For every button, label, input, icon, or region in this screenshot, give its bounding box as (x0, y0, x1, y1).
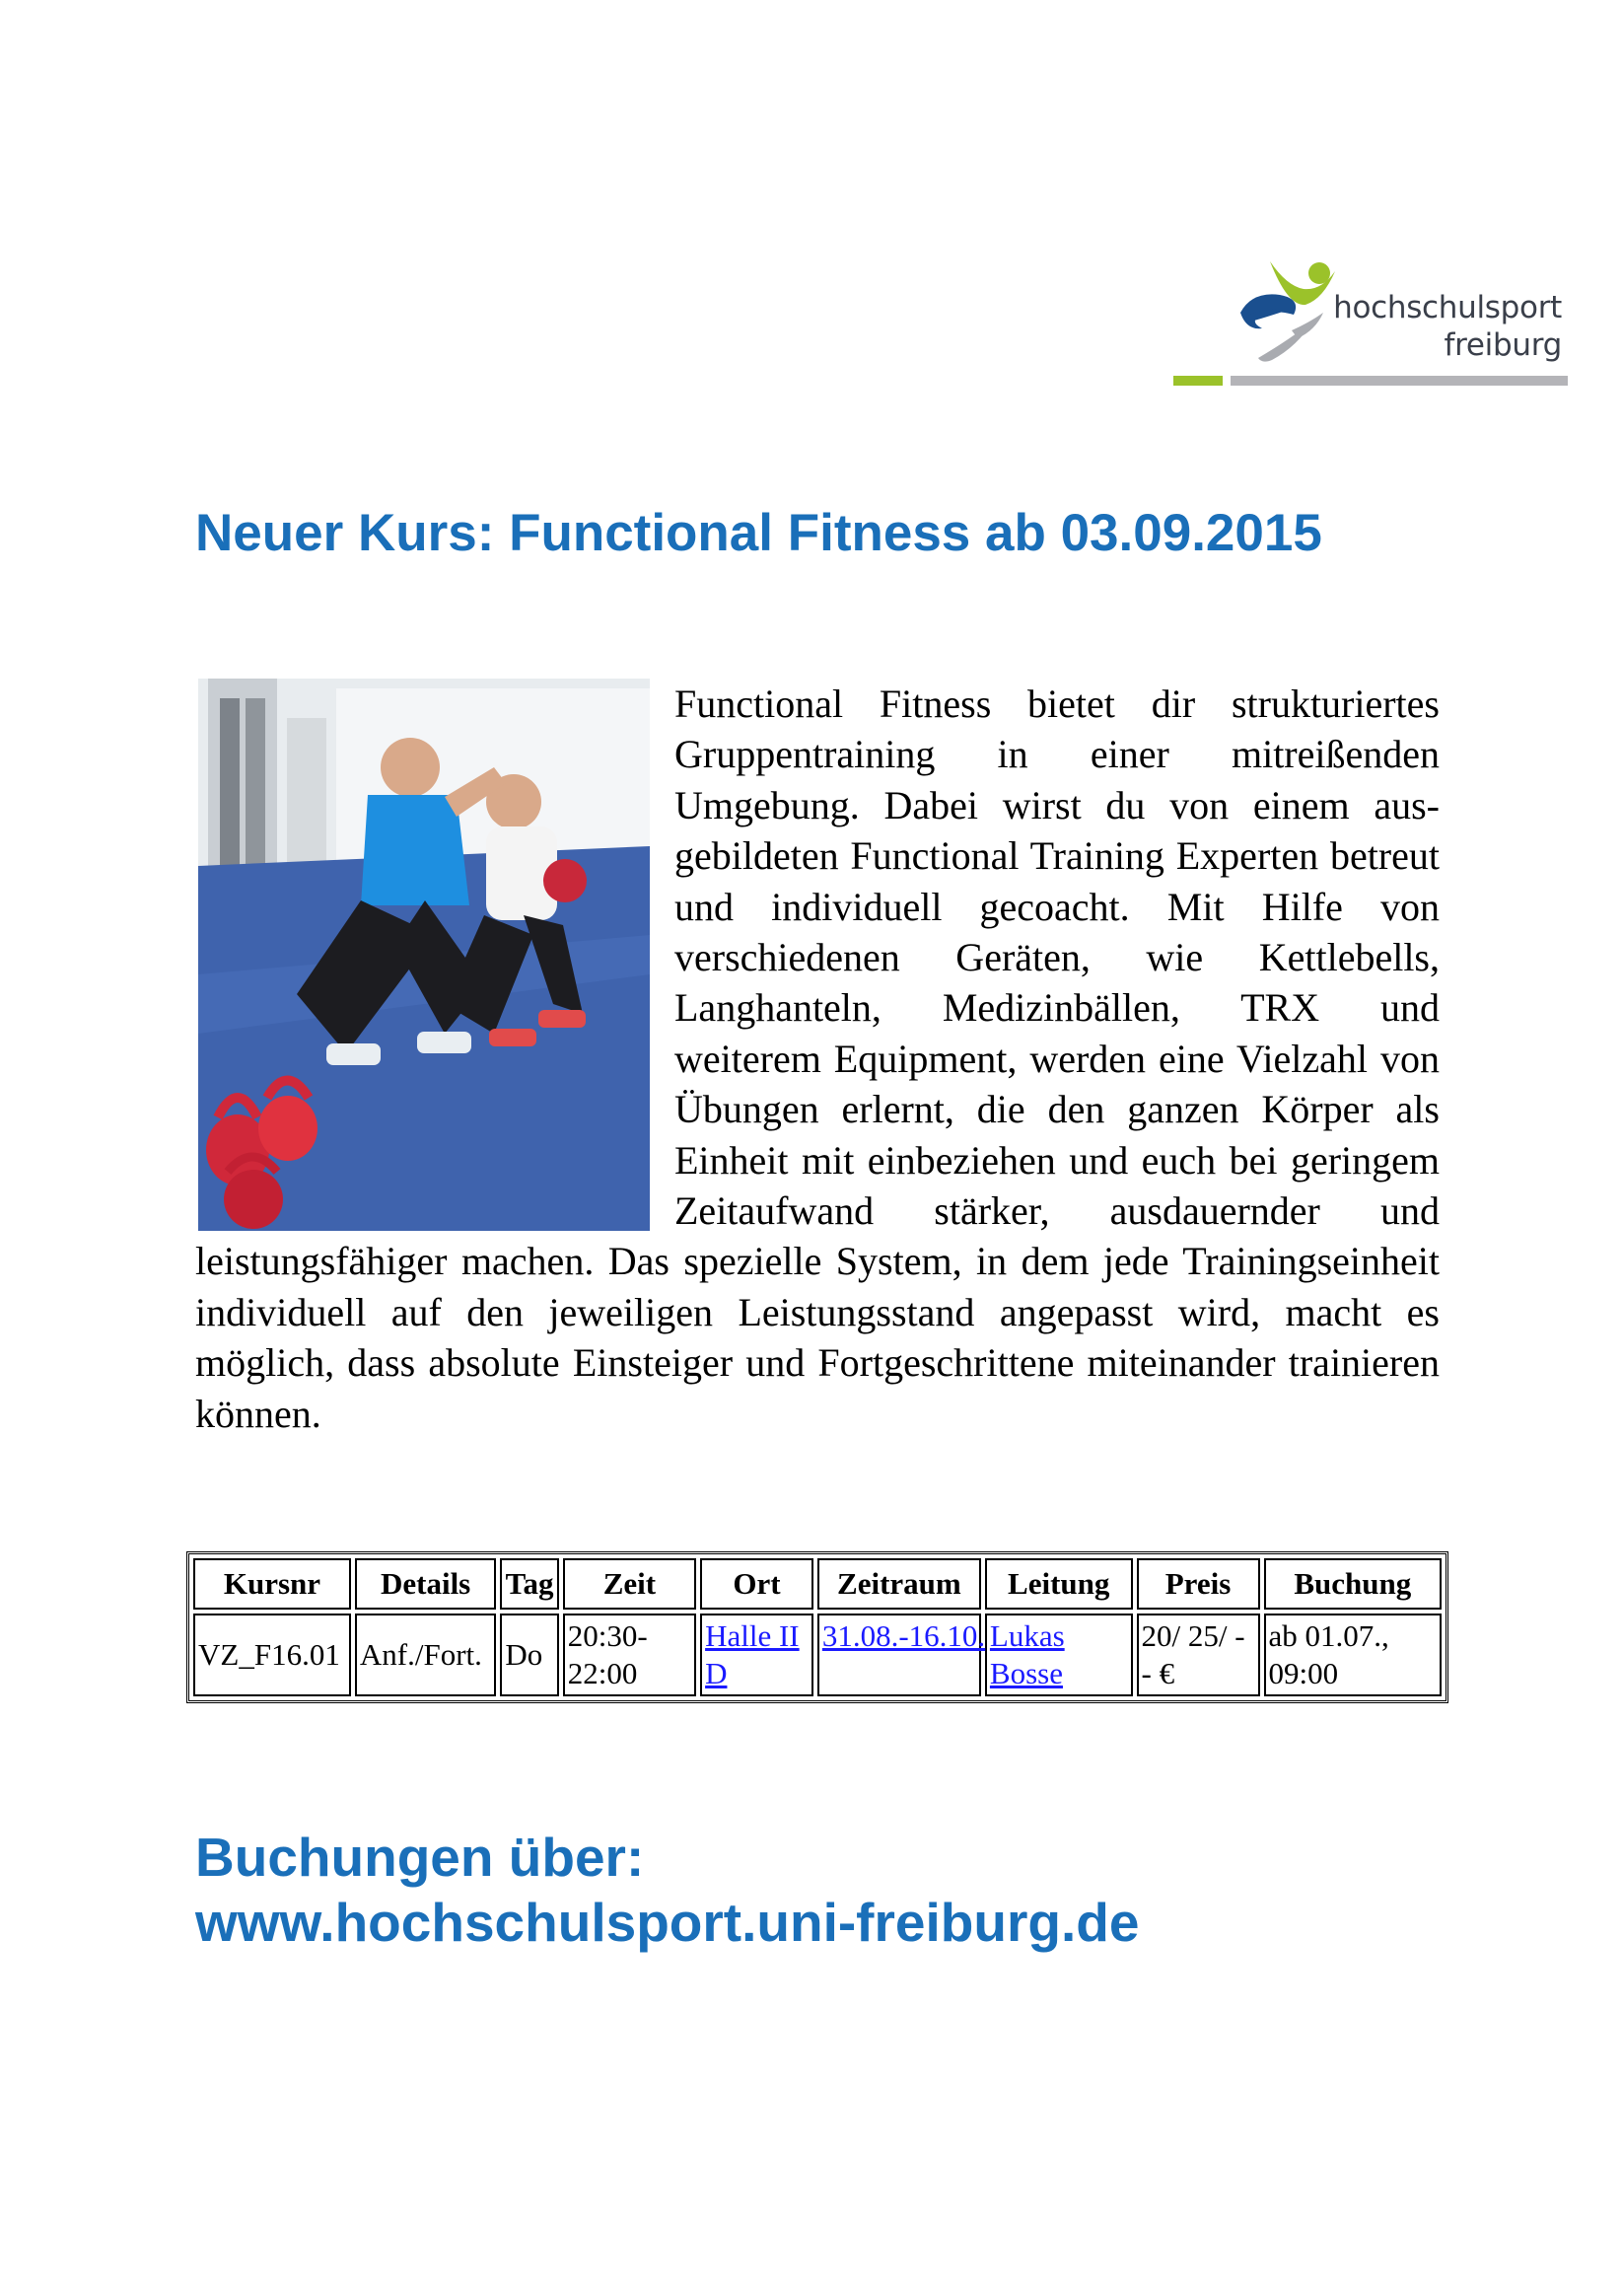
ort-link[interactable]: Halle II D (705, 1618, 800, 1690)
header-zeit: Zeit (563, 1558, 696, 1610)
table-row (193, 1614, 1442, 1696)
cell-kursnr: VZ_F16.01 (193, 1614, 351, 1696)
logo-line-2: freiburg (1444, 327, 1562, 363)
course-description-text: Functional Fitness bietet dir strukturiertes Gruppentraining in einer mitreißenden Umgebung. Dabei wirst du von einem ausgebildeten Functional Training Experten betreut und individuell gecoacht. Mit Hilfe von verschiedenen Geräten, wie Kettlebells, Langhanteln, Medizinbällen, TRX und weiterem Equipment, werden eine Vielzahl von Übungen erlernt, die den ganzen Körper als Einheit mit einbeziehen und euch bei geringem Zeitaufwand stärker, ausdauernder und leistungsfähiger machen. Das spezielle System, in dem jede Trainingseinheit individuell auf den jeweiligen Leistungsstand angepasst wird, macht es möglich, dass absolute Einsteiger und Fortgeschrittene miteinander trainieren können. (195, 682, 1440, 1436)
booking-info (195, 1825, 1139, 1955)
cell-tag: Do (500, 1614, 558, 1696)
photo-spacer (195, 679, 674, 1231)
logo-green-bar (1173, 376, 1223, 386)
logo-wordmark (1333, 289, 1562, 364)
cell-zeit: 20:30-22:00 (563, 1614, 696, 1696)
header-buchung: Buchung (1264, 1558, 1442, 1610)
cell-preis: 20/ 25/ -- € (1137, 1614, 1260, 1696)
booking-label: Buchungen über: (195, 1827, 645, 1888)
hochschulsport-logo (1173, 251, 1568, 390)
course-table (186, 1551, 1448, 1703)
header-zeitraum: Zeitraum (817, 1558, 981, 1610)
header-details: Details (355, 1558, 496, 1610)
cell-ort (700, 1614, 813, 1696)
leitung-link[interactable]: Lukas Bosse (989, 1618, 1065, 1690)
page-title: Neuer Kurs: Functional Fitness ab 03.09.2015 (195, 504, 1322, 562)
cell-zeitraum (817, 1614, 986, 1696)
logo-line-1: hochschulsport (1333, 290, 1562, 325)
cell-leitung (985, 1614, 1133, 1696)
header-preis: Preis (1137, 1558, 1260, 1610)
runner-logo-icon (1233, 251, 1341, 365)
booking-url[interactable]: www.hochschulsport.uni-freiburg.de (195, 1892, 1140, 1953)
cell-details: Anf./Fort. (355, 1614, 496, 1696)
cell-buchung: ab 01.07., 09:00 (1264, 1614, 1442, 1696)
zeitraum-link[interactable]: 31.08.-16.10. (821, 1618, 986, 1653)
table-header-row (193, 1558, 1442, 1610)
logo-grey-bar (1231, 376, 1568, 386)
header-tag: Tag (500, 1558, 558, 1610)
header-leitung: Leitung (985, 1558, 1133, 1610)
course-description (195, 679, 1440, 1439)
header-ort: Ort (700, 1558, 813, 1610)
header-kursnr: Kursnr (193, 1558, 351, 1610)
